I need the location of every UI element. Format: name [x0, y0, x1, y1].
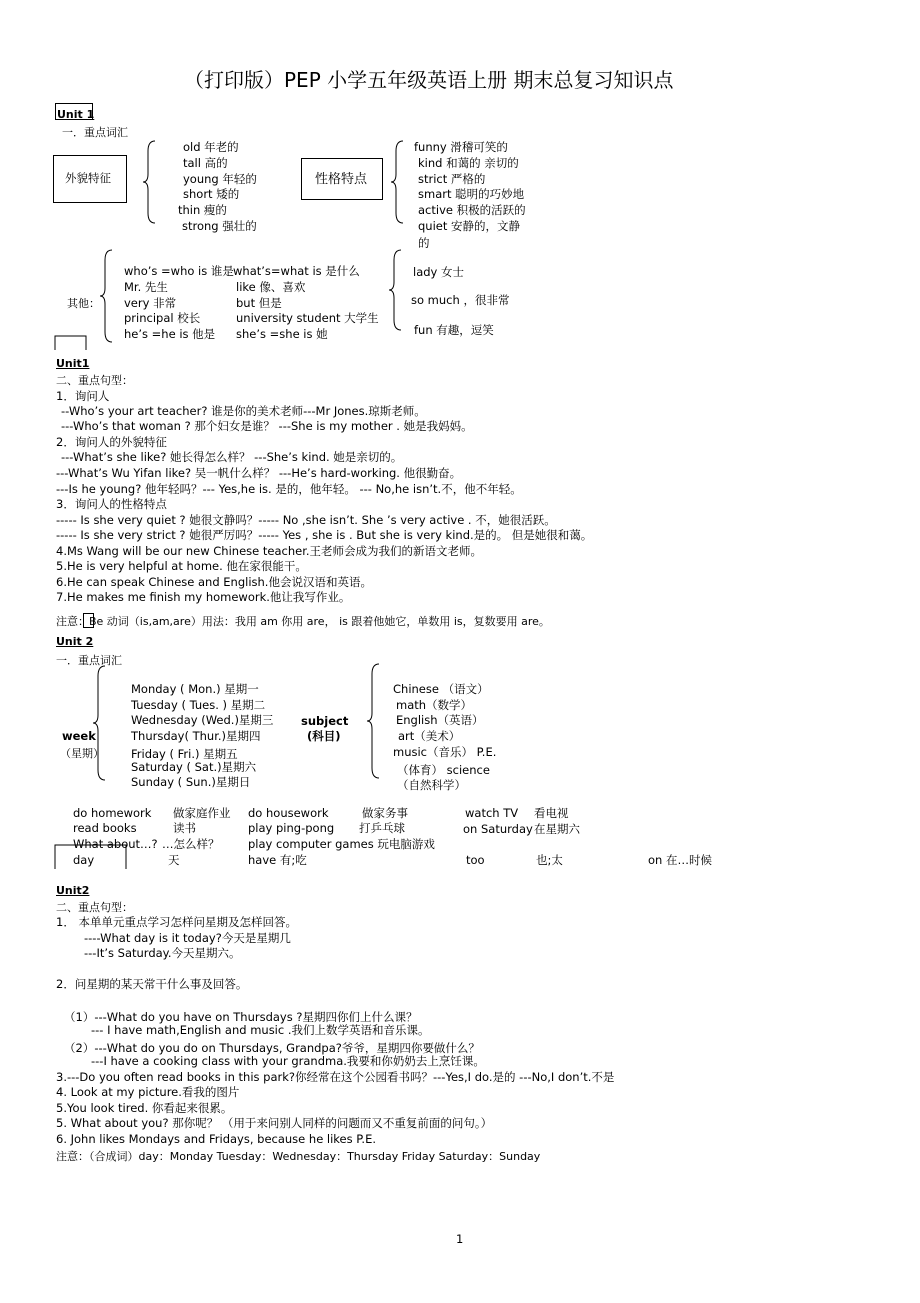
- text-line: （1）---What do you have on Thursdays ?星期四你们上什么课？: [64, 1010, 418, 1024]
- text-line: 4. Look at my picture.看我的图片: [56, 1085, 240, 1099]
- vocab-item: principal 校长: [124, 311, 201, 325]
- phrase: do housework: [248, 806, 329, 820]
- vocab-item: （自然科学）: [397, 778, 466, 792]
- vocab-item: art（美术）: [398, 729, 461, 743]
- vocab-item: she’s =she is 她: [236, 327, 328, 341]
- personality-label: 性格特点: [315, 172, 368, 187]
- phrase: play ping-pong: [248, 821, 335, 835]
- vocab-item: young 年轻的: [183, 172, 257, 186]
- left-brace: [93, 666, 109, 780]
- note-text: 注意：（合成词）day：Monday Tuesday：Wednesday：Thursday Friday Saturday：Sunday: [56, 1150, 541, 1163]
- text-line: ----What day is it today?今天是星期几: [84, 931, 291, 945]
- vocab-item: funny 滑稽可笑的: [414, 140, 508, 154]
- vocab-item: strict 严格的: [418, 172, 486, 186]
- vocab-item: Wednesday (Wed.)星期三: [131, 713, 274, 727]
- unit1-label: Unit 1: [57, 108, 95, 121]
- text-line: ---It’s Saturday.今天星期六。: [84, 946, 241, 960]
- left-brace: [367, 664, 383, 778]
- vocab-item: Friday ( Fri.) 星期五: [131, 747, 238, 761]
- vocab-item: Saturday ( Sat.)星期六: [131, 760, 257, 774]
- vocab-item: short 矮的: [183, 187, 240, 201]
- vocab-item: music（音乐） P.E.: [393, 745, 497, 759]
- text-line: 3.---Do you often read books in this park?你经常在这个公园看书吗？---Yes,I do.是的 ---No,I don’t.不是: [56, 1070, 615, 1084]
- vocab-item: Thursday( Thur.)星期四: [131, 729, 261, 743]
- vocab-item: lady 女士: [413, 265, 465, 279]
- vocab-item: 的: [418, 236, 430, 250]
- phrase-translation: 打乒乓球: [359, 821, 405, 835]
- vocab-item: very 非常: [124, 296, 177, 310]
- vocab-item: but 但是: [236, 296, 282, 310]
- phrase: on Saturday: [463, 822, 533, 836]
- phrase: have 有;吃: [248, 853, 307, 867]
- vocab-item: who’s =who is 谁是: [124, 264, 234, 278]
- phrase: day: [73, 853, 95, 867]
- text-line: ---What’s she like? 她长得怎么样？ ---She’s kind. 她是亲切的。: [61, 450, 403, 464]
- vocab-item: university student 大学生: [236, 311, 379, 325]
- text-line: ---Is he young? 他年轻吗？--- Yes,he is. 是的，他年轻。 --- No,he isn’t.不，他不年轻。: [56, 482, 522, 496]
- phrase: watch TV: [465, 806, 519, 820]
- unit1-sentences-label: Unit1: [56, 357, 90, 370]
- vocab-item: Sunday ( Sun.)星期日: [131, 775, 251, 789]
- vocab-item: math（数学）: [396, 698, 473, 712]
- text-line: 1． 本单单元重点学习怎样问星期及怎样回答。: [56, 915, 297, 929]
- vocab-item: old 年老的: [183, 140, 239, 154]
- page-number: 1: [456, 1232, 464, 1246]
- text-line: ----- Is she very quiet ? 她很文静吗？----- No ,she isn’t. She ’s very active . 不，她很活跃。: [56, 513, 556, 527]
- week-sublabel: （星期）: [60, 747, 104, 760]
- phrase: on 在…时候: [648, 853, 712, 867]
- phrase-translation: …怎么样？: [162, 837, 220, 851]
- vocab-item: thin 瘦的: [178, 203, 227, 217]
- left-brace: [391, 141, 407, 223]
- unit2-label: Unit 2: [56, 635, 94, 648]
- section-heading: 二、重点句型：: [56, 901, 133, 914]
- vocab-item: what’s=what is 是什么: [233, 264, 360, 278]
- text-line: 2．询问人的外貌特征: [56, 435, 167, 449]
- text-line: 1．询问人: [56, 389, 110, 403]
- vocab-item: Monday ( Mon.) 星期一: [131, 682, 259, 696]
- phrase-translation: 做家庭作业: [173, 806, 231, 820]
- left-brace: [100, 250, 116, 342]
- subject-label: subject: [301, 714, 349, 728]
- week-label: week: [62, 729, 96, 743]
- text-line: ---What’s Wu Yifan like? 吴一帆什么样？ ---He’s hard-working. 他很勤奋。: [56, 466, 462, 480]
- vocab-item: tall 高的: [183, 156, 228, 170]
- vocab-item: smart 聪明的巧妙地: [418, 187, 525, 201]
- others-label: 其他：: [67, 297, 100, 310]
- vocab-item: English（英语）: [396, 713, 484, 727]
- left-brace: [143, 141, 159, 223]
- unit2-sentences-label: Unit2: [56, 884, 90, 897]
- text-line: 5.You look tired. 你看起来很累。: [56, 1101, 233, 1115]
- text-line: 5. What about you? 那你呢？ （用于来问别人同样的问题而又不重复前面的问句。）: [56, 1116, 493, 1130]
- text-line: 4.Ms Wang will be our new Chinese teacher.王老师会成为我们的新语文老师。: [56, 544, 483, 558]
- vocab-item: he’s =he is 他是: [124, 327, 216, 341]
- section-heading: 一．重点词汇: [56, 654, 122, 667]
- text-line: ---I have a cooking class with your grandma.我要和你奶奶去上烹饪课。: [91, 1054, 485, 1068]
- phrase-translation: 天: [168, 853, 180, 867]
- vocab-item: quiet 安静的，文静: [418, 219, 521, 233]
- box-marker: [55, 336, 87, 350]
- vocab-item: Mr. 先生: [124, 280, 168, 294]
- vocab-item: so much ，很非常: [411, 293, 510, 307]
- phrase-translation: 看电视: [534, 806, 569, 820]
- phrase: read books: [73, 821, 137, 835]
- section-heading: 二、重点句型：: [56, 374, 133, 387]
- text-line: （2）---What do you do on Thursdays, Grandpa?爷爷，星期四你要做什么？: [64, 1041, 480, 1055]
- vocab-item: Tuesday ( Tues. ) 星期二: [131, 698, 266, 712]
- vocab-item: active 积极的活跃的: [418, 203, 526, 217]
- phrase-translation: 在星期六: [534, 822, 580, 836]
- phrase: do homework: [73, 806, 152, 820]
- text-line: ----- Is she very strict ? 她很严厉吗？----- Yes , she is . But she is very kind.是的。 但是她很和蔼。: [56, 528, 593, 542]
- appearance-label: 外貌特征: [65, 171, 111, 185]
- subject-sublabel: (科目): [307, 729, 341, 743]
- text-line: 3．询问人的性格特点: [56, 497, 167, 511]
- phrase: What about…?: [73, 837, 158, 851]
- vocab-item: Chinese （语文）: [393, 682, 489, 696]
- left-brace: [389, 250, 405, 330]
- vocab-item: （体育） science: [397, 763, 490, 777]
- page-title: （打印版）PEP 小学五年级英语上册 期末总复习知识点: [184, 68, 674, 92]
- text-line: ---Who’s that woman ? 那个妇女是谁？ ---She is my mother . 她是我妈妈。: [61, 419, 473, 433]
- text-line: 2．问星期的某天常干什么事及回答。: [56, 977, 248, 991]
- section-heading: 一．重点词汇: [62, 126, 128, 139]
- phrase: play computer games 玩电脑游戏: [248, 837, 435, 851]
- phrase-translation: 做家务事: [362, 806, 408, 820]
- text-line: 6. John likes Mondays and Fridays, because he likes P.E.: [56, 1132, 377, 1146]
- phrase-translation: 也;太: [536, 853, 563, 867]
- text-line: 5.He is very helpful at home. 他在家很能干。: [56, 559, 307, 573]
- note-text: 注意：Be 动词（is,am,are）用法：我用 am 你用 are， is 跟着他她它，单数用 is，复数要用 are。: [56, 615, 550, 628]
- text-line: --- I have math,English and music .我们上数学英语和音乐课。: [91, 1023, 430, 1037]
- vocab-item: strong 强壮的: [182, 219, 257, 233]
- vocab-item: fun 有趣，逗笑: [414, 323, 494, 337]
- phrase-translation: 读书: [173, 821, 196, 835]
- text-line: 6.He can speak Chinese and English.他会说汉语和英语。: [56, 575, 372, 589]
- vocab-item: like 像、喜欢: [236, 280, 306, 294]
- text-line: 7.He makes me finish my homework.他让我写作业。: [56, 590, 351, 604]
- phrase: too: [466, 853, 485, 867]
- text-line: --Who’s your art teacher? 谁是你的美术老师---Mr Jones.琼斯老师。: [61, 404, 426, 418]
- vocab-item: kind 和蔼的 亲切的: [418, 156, 519, 170]
